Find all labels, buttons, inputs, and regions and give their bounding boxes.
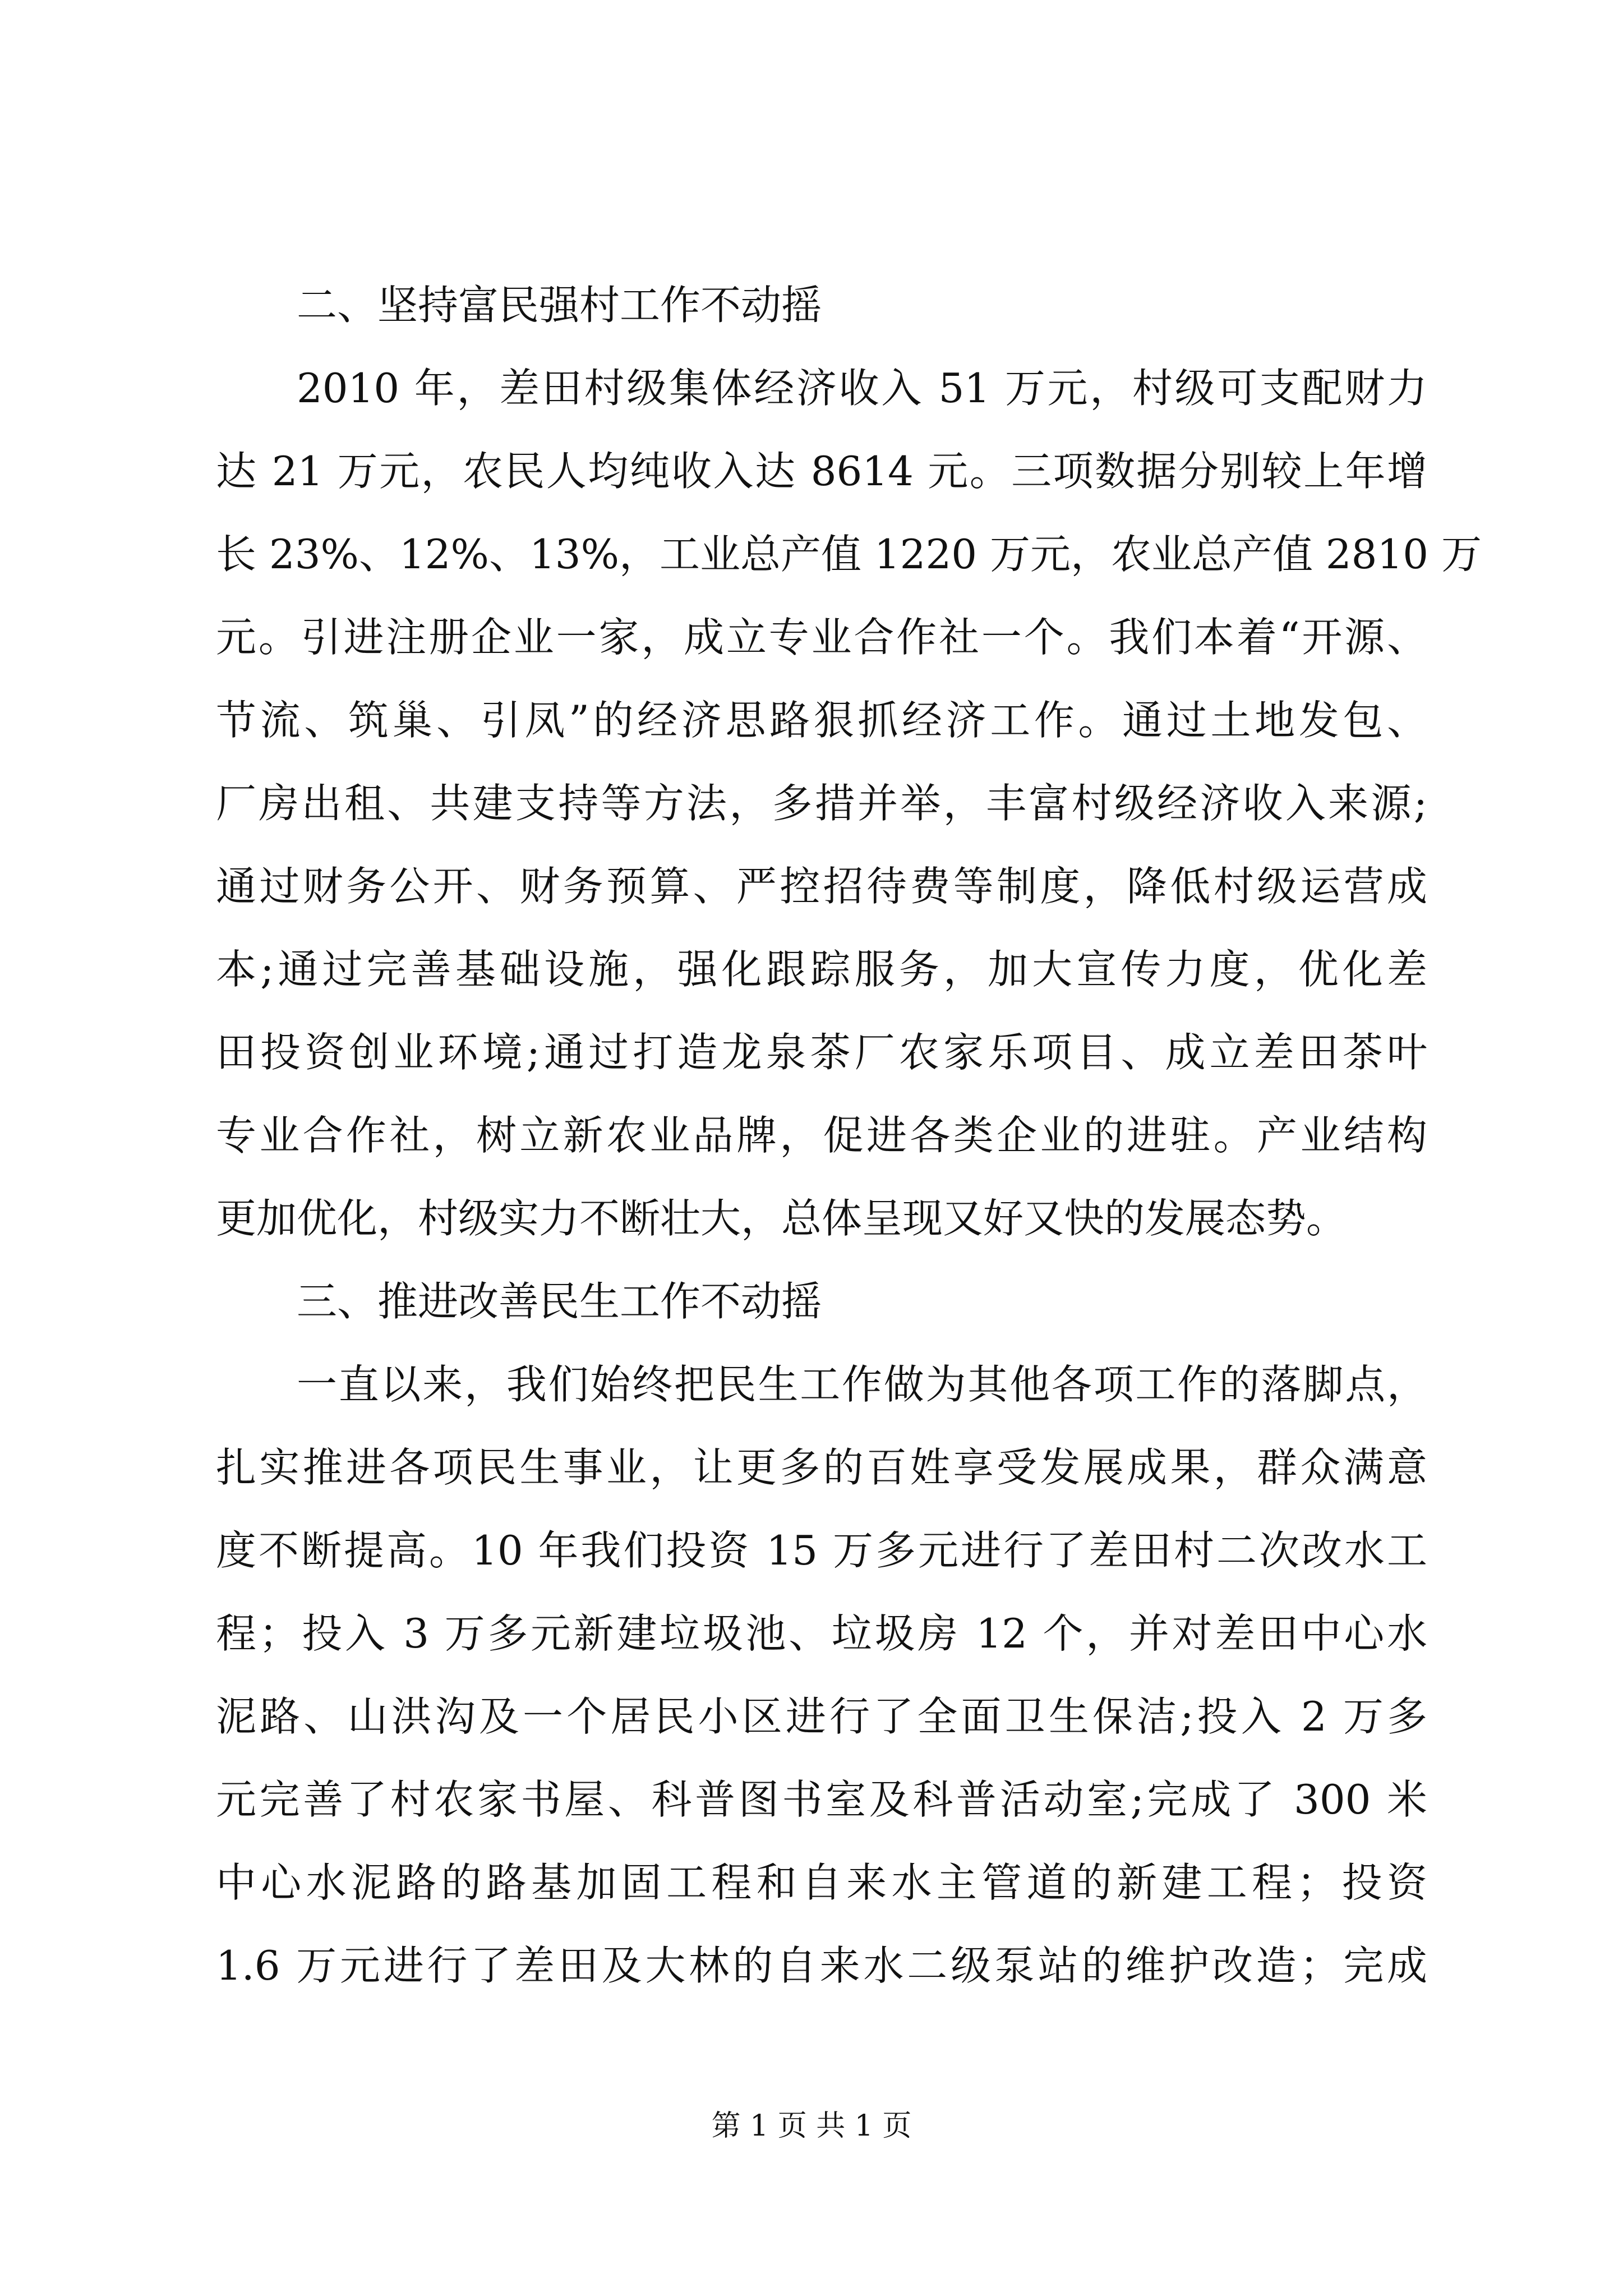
- text-line: 扎实推进各项民生事业，让更多的百姓享受发展成果，群众满意: [216, 1444, 1427, 1491]
- section-heading-3: 三、推进改善民生工作不动摇: [297, 1278, 822, 1325]
- text-line: 达 21 万元，农民人均纯收入达 8614 元。三项数据分别较上年增: [216, 448, 1427, 495]
- section-heading-2: 二、坚持富民强村工作不动摇: [297, 282, 822, 329]
- text-line: 中心水泥路的路基加固工程和自来水主管道的新建工程；投资: [216, 1859, 1427, 1906]
- page-footer: 第 1 页 共 1 页: [711, 2109, 912, 2143]
- text-line: 节流、筑巢、引凤”的经济思路狠抓经济工作。通过土地发包、: [216, 697, 1427, 744]
- text-line: 更加优化，村级实力不断壮大，总体呈现又好又快的发展态势。: [216, 1195, 1347, 1242]
- text-line: 元。引进注册企业一家，成立专业合作社一个。我们本着“开源、: [216, 614, 1427, 661]
- document-body: [216, 264, 1482, 2007]
- text-line: 一直以来，我们始终把民生工作做为其他各项工作的落脚点，: [297, 1361, 1427, 1408]
- text-line: 专业合作社，树立新农业品牌，促进各类企业的进驻。产业结构: [216, 1112, 1427, 1159]
- text-line: 元完善了村农家书屋、科普图书室及科普活动室;完成了 300 米: [216, 1776, 1427, 1823]
- text-line: 本;通过完善基础设施，强化跟踪服务，加大宣传力度，优化差: [216, 946, 1427, 993]
- text-line: 通过财务公开、财务预算、严控招待费等制度，降低村级运营成: [216, 863, 1427, 910]
- text-line: 长 23%、12%、13%，工业总产值 1220 万元，农业总产值 2810 万: [216, 531, 1482, 578]
- text-line: 1.6 万元进行了差田及大林的自来水二级泵站的维护改造；完成: [216, 1942, 1427, 1989]
- text-line: 度不断提高。10 年我们投资 15 万多元进行了差田村二次改水工: [216, 1527, 1427, 1574]
- text-line: 田投资创业环境;通过打造龙泉茶厂农家乐项目、成立差田茶叶: [216, 1029, 1427, 1076]
- text-line: 2010 年，差田村级集体经济收入 51 万元，村级可支配财力: [297, 365, 1427, 412]
- text-line: 程；投入 3 万多元新建垃圾池、垃圾房 12 个，并对差田中心水: [216, 1610, 1427, 1657]
- text-line: 厂房出租、共建支持等方法，多措并举，丰富村级经济收入来源;: [216, 780, 1427, 827]
- text-line: 泥路、山洪沟及一个居民小区进行了全面卫生保洁;投入 2 万多: [216, 1693, 1427, 1740]
- paragraph-economy: [216, 347, 1482, 1260]
- paragraph-livelihood: [216, 1343, 1427, 2007]
